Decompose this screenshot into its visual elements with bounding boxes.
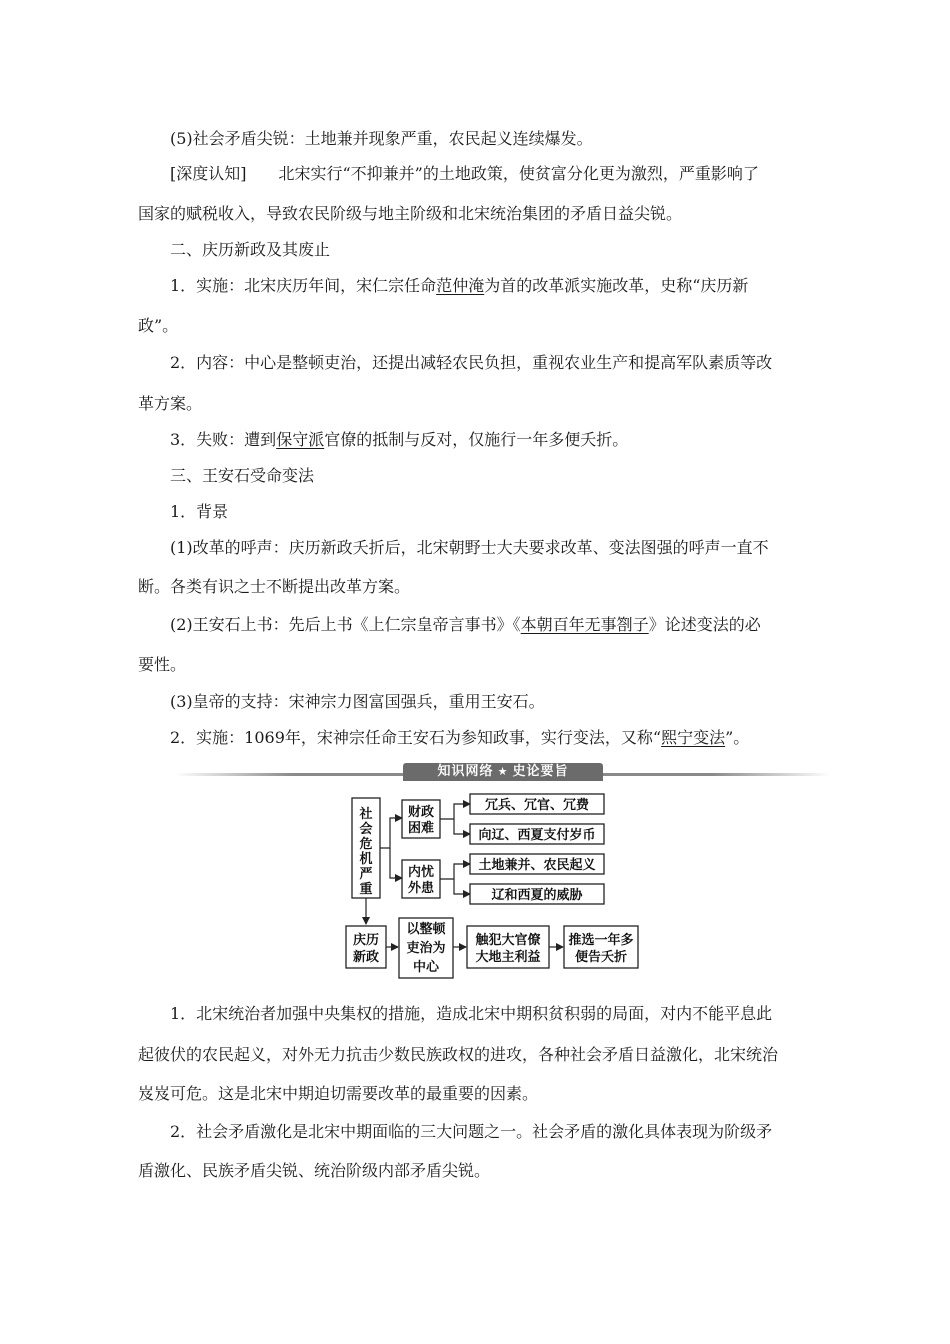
paragraph-social-conflict: (5)社会矛盾尖锐：土地兼并现象严重，农民起义连续爆发。 (170, 129, 593, 148)
box-tribute-payments-label: 向辽、西夏支付岁币 (478, 828, 596, 843)
underlined-term-xining-reform: 熙宁变法 (661, 728, 726, 747)
banner-label-history-essentials: 史论要旨 (512, 764, 569, 779)
paragraph-content-line1: 2．内容：中心是整顿吏治，还提出减轻农民负担，重视农业生产和提高军队素质等改 (170, 353, 773, 372)
box-troubles-line2: 外患 (407, 881, 435, 896)
paragraph-content-line2: 革方案。 (138, 394, 203, 413)
underlined-term-fan-zhongyan: 范仲淹 (436, 276, 485, 295)
text: ”。 (725, 728, 750, 747)
paragraph-deep-insight-line2: 国家的赋税收入，导致农民阶级与地主阶级和北宋统治集团的矛盾日益尖锐。 (138, 204, 683, 223)
paragraph-call-for-reform-line2: 断。各类有识之士不断提出改革方案。 (138, 577, 411, 596)
box-qingli-line1: 庆历 (352, 933, 380, 948)
star-icon: ★ (497, 765, 509, 778)
text: (2)王安石上书：先后上书《上仁宗皇帝言事书》《 (170, 615, 521, 634)
box-focus-line1: 以整顿 (406, 922, 446, 937)
summary-point1-line3: 岌岌可危。这是北宋中期迫切需要改革的最重要的因素。 (138, 1084, 539, 1103)
connector-troubles-item2 (454, 879, 470, 894)
paragraph-implementation-line2: 政”。 (138, 316, 179, 335)
banner-label-knowledge-network: 知识网络 (437, 764, 494, 779)
connector-finance-item1 (440, 804, 470, 819)
box-failure-line1: 推选一年多 (568, 933, 634, 948)
summary-point1-line2: 起彼伏的农民起义，对外无力抗击少数民族政权的进攻，各种社会矛盾日益激化，北宋统治 (138, 1045, 779, 1064)
root-char: 危 (359, 837, 373, 852)
connector-root-to-troubles (390, 848, 402, 878)
box-troubles-line1: 内忧 (407, 865, 435, 880)
box-focus-line2: 吏治为 (406, 941, 446, 956)
connector-root-to-finance (380, 818, 402, 848)
connector-finance-item2 (454, 819, 470, 834)
underlined-term-conservatives: 保守派 (276, 430, 325, 449)
box-liao-xixia-threat-label: 辽和西夏的威胁 (491, 888, 583, 903)
subheading-background: 1．背景 (170, 502, 229, 521)
summary-point2-line2: 盾激化、民族矛盾尖锐、统治阶级内部矛盾尖锐。 (138, 1161, 491, 1180)
paragraph-call-for-reform-line1: (1)改革的呼声：庆历新政夭折后，北宋朝野士大夫要求改革、变法图强的呼声一直不 (170, 538, 769, 557)
box-failure-line2: 便告夭折 (574, 950, 628, 965)
heading-wang-anshi-reform: 三、王安石受命变法 (170, 466, 315, 485)
connector-troubles-item1 (440, 864, 470, 879)
text: 2．实施：1069年，宋神宗任命王安石为参知政事，实行变法，又称“ (170, 728, 662, 747)
box-qingli-line2: 新政 (352, 950, 380, 965)
root-label (358, 806, 372, 897)
box-interests-line1: 触犯大官僚 (475, 933, 541, 948)
underlined-term-memorial-title: 本朝百年无事劄子 (520, 615, 649, 634)
root-char: 严 (359, 867, 373, 882)
box-land-uprisings-label: 土地兼并、农民起义 (478, 858, 596, 873)
text: 》论述变法的必 (648, 615, 761, 634)
summary-point2-line1: 2．社会矛盾激化是北宋中期面临的三大问题之一。社会矛盾的激化具体表现为阶级矛 (170, 1122, 773, 1141)
box-redundancy-label: 冗兵、冗官、冗费 (484, 798, 590, 813)
summary-point1-line1: 1．北宋统治者加强中央集权的措施，造成北宋中期积贫积弱的局面，对内不能平息此 (170, 1004, 773, 1023)
box-fiscal-difficulty-line2: 困难 (407, 821, 435, 836)
text: 3．失败：遭到 (170, 430, 277, 449)
heading-qingli-reform: 二、庆历新政及其废止 (170, 240, 331, 259)
paragraph-emperor-support: (3)皇帝的支持：宋神宗力图富国强兵，重用王安石。 (170, 692, 545, 711)
text: 1．实施：北宋庆历年间，宋仁宗任命 (170, 276, 437, 295)
paragraph-deep-insight-line1: [深度认知] 北宋实行“不抑兼并”的土地政策，使贫富分化更为激烈，严重影响了 (170, 164, 759, 183)
root-char: 会 (359, 822, 373, 837)
box-interests-line2: 大地主利益 (475, 950, 541, 965)
box-fiscal-difficulty-line1: 财政 (407, 805, 435, 820)
root-char: 重 (359, 882, 373, 897)
text: 为首的改革派实施改革，史称“庆历新 (484, 276, 749, 295)
box-focus-line3: 中心 (412, 960, 440, 975)
text: 官僚的抵制与反对，仅施行一年多便夭折。 (324, 430, 629, 449)
paragraph-memorial-line2: 要性。 (138, 655, 187, 674)
root-char: 机 (359, 852, 373, 867)
root-char: 社 (359, 807, 373, 822)
